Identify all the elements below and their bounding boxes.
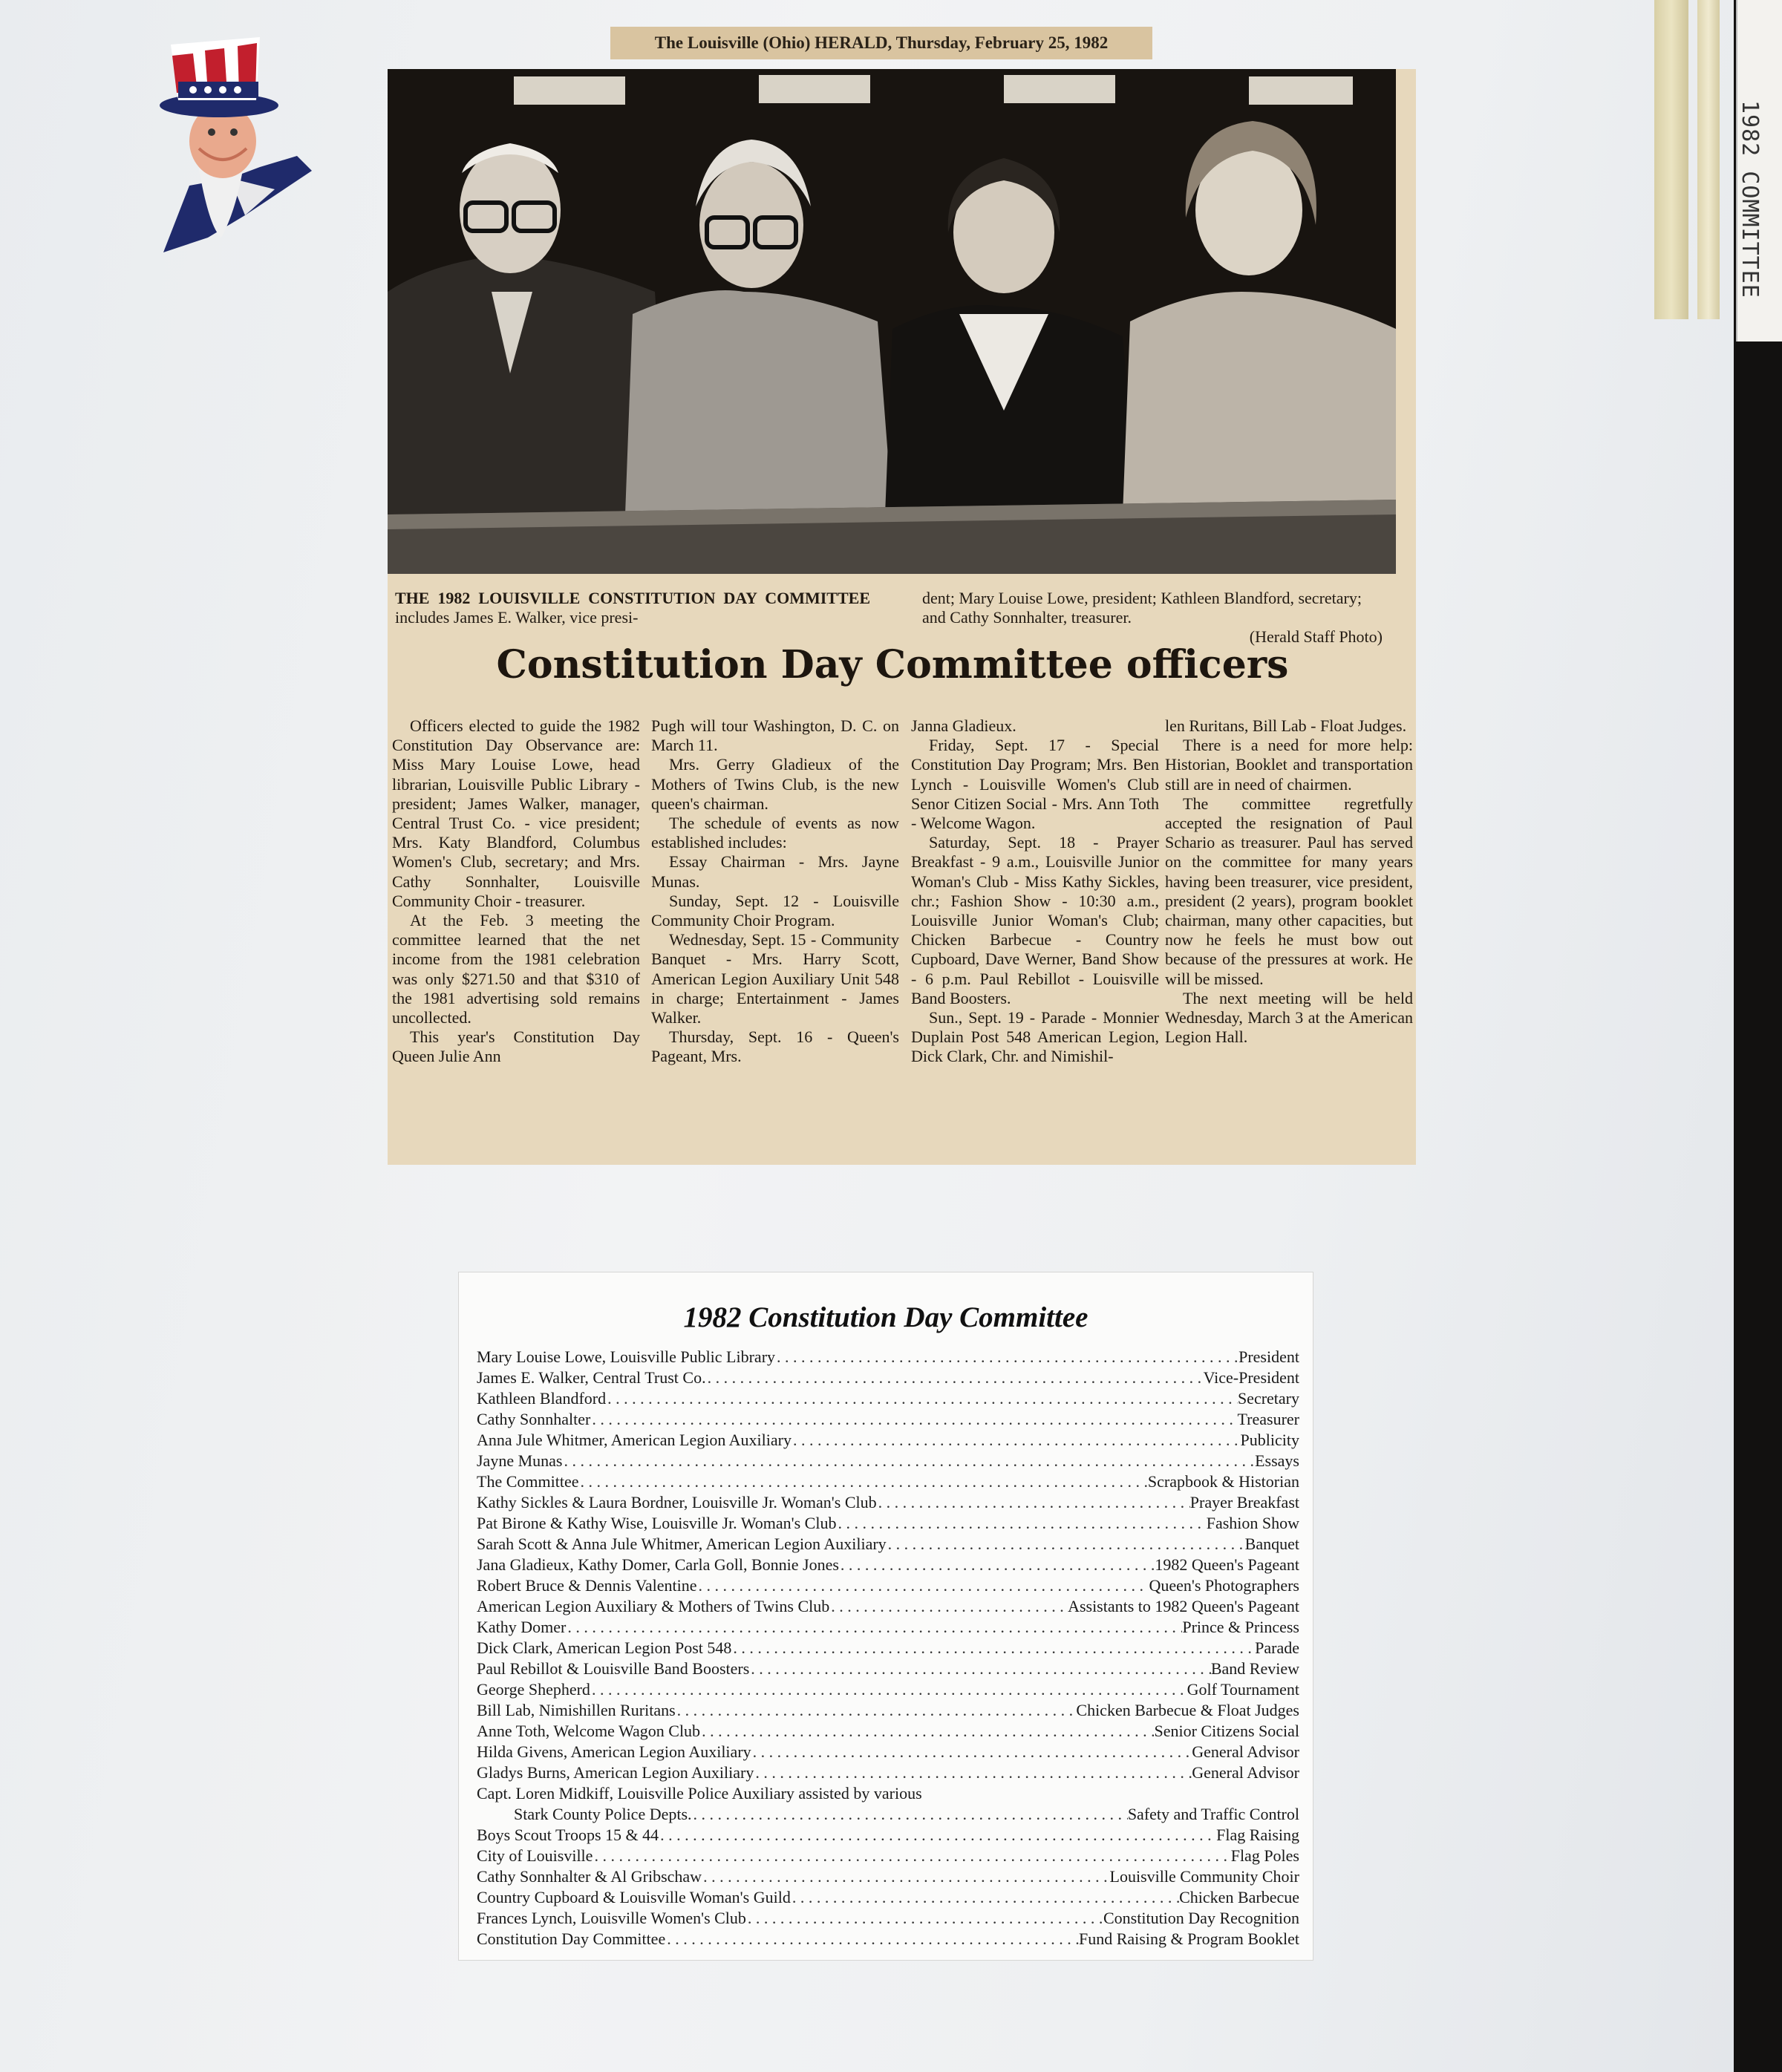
- committee-entry: [477, 1367, 1299, 1388]
- committee-entry-name: Boys Scout Troops 15 & 44: [477, 1826, 659, 1844]
- article-paragraph: Mrs. Gerry Gladieux of the Mothers of Twins Club, is the new queen's chairman.: [651, 755, 899, 813]
- committee-entry-name: Mary Louise Lowe, Louisville Public Library: [477, 1347, 776, 1366]
- committee-entry-name: Jayne Munas: [477, 1451, 563, 1470]
- committee-entry: [477, 1846, 1299, 1866]
- dot-leader: [692, 1804, 1128, 1825]
- committee-entry-name: James E. Walker, Central Trust Co.: [477, 1368, 706, 1387]
- dot-leader: [751, 1742, 1192, 1762]
- committee-entry: [477, 1596, 1299, 1617]
- committee-entry-role: Treasurer: [1237, 1410, 1299, 1428]
- committee-entry-role: 1982 Queen's Pageant: [1155, 1555, 1299, 1574]
- dot-leader: [829, 1596, 1068, 1617]
- newspaper-masthead: The Louisville (Ohio) HERALD, Thursday, February 25, 1982: [610, 27, 1152, 59]
- committee-entry: [477, 1617, 1299, 1638]
- committee-entry-name: Capt. Loren Midkiff, Louisville Police Auxiliary assisted by various: [477, 1784, 922, 1803]
- committee-entry-name: Bill Lab, Nimishillen Ruritans: [477, 1701, 676, 1719]
- dot-leader: [606, 1388, 1238, 1409]
- dot-leader: [792, 1430, 1241, 1451]
- committee-entry-role: Assistants to 1982 Queen's Pageant: [1068, 1597, 1299, 1615]
- committee-entry-role: Publicity: [1240, 1431, 1299, 1449]
- committee-entry-role: Chicken Barbecue & Float Judges: [1076, 1701, 1299, 1719]
- committee-entry: [477, 1638, 1299, 1658]
- article-paragraph: The schedule of events as now established includes:: [651, 814, 899, 852]
- committee-entry-role: Fashion Show: [1206, 1514, 1299, 1532]
- committee-entry-name: Kathy Sickles & Laura Bordner, Louisville Jr. Woman's Club: [477, 1493, 877, 1511]
- committee-entry-continuation: [477, 1804, 1299, 1825]
- committee-entry-name: Pat Birone & Kathy Wise, Louisville Jr. Woman's Club: [477, 1514, 837, 1532]
- committee-entry-name: Gladys Burns, American Legion Auxiliary: [477, 1763, 754, 1782]
- article-paragraph: The next meeting will be held Wednesday, March 3 at the American Legion Hall.: [1165, 988, 1413, 1047]
- committee-entry-name: Frances Lynch, Louisville Women's Club: [477, 1909, 746, 1927]
- side-tab-label: [1736, 0, 1782, 341]
- dot-leader: [590, 1679, 1187, 1700]
- article-paragraph: The committee regretfully accepted the resignation of Paul Schario as treasurer. Paul has served on the committee for many years having been treasurer, vice president, president (2 years), program booklet chairman, many other capacities, but now he feels he must bow out because of the pressures at work. He will be missed.: [1165, 794, 1413, 988]
- committee-entry: [477, 1825, 1299, 1846]
- committee-entry: [477, 1908, 1299, 1929]
- committee-entry: [477, 1471, 1299, 1492]
- committee-entry: [477, 1866, 1299, 1887]
- committee-entry-name: Hilda Givens, American Legion Auxiliary: [477, 1742, 751, 1761]
- committee-entry-name: Robert Bruce & Dennis Valentine: [477, 1576, 697, 1595]
- committee-entry-name: Cathy Sonnhalter: [477, 1410, 591, 1428]
- committee-entry: [477, 1887, 1299, 1908]
- committee-entry: [477, 1555, 1299, 1575]
- committee-entry-role: Parade: [1255, 1638, 1299, 1657]
- committee-entry: [477, 1430, 1299, 1451]
- committee-entry-name: Anne Toth, Welcome Wagon Club: [477, 1722, 701, 1740]
- committee-entry: [477, 1658, 1299, 1679]
- committee-entry: [477, 1742, 1299, 1762]
- committee-entry-role: Louisville Community Choir: [1109, 1867, 1299, 1886]
- article-paragraph: Essay Chairman - Mrs. Jayne Munas.: [651, 852, 899, 891]
- article-paragraph: Pugh will tour Washington, D. C. on March 11.: [651, 716, 899, 755]
- binder-strip: [1697, 0, 1720, 319]
- uncle-sam-sticker: [119, 30, 319, 260]
- committee-entry-role: President: [1238, 1347, 1299, 1366]
- committee-entry: [477, 1409, 1299, 1430]
- committee-entry-name: City of Louisville: [477, 1846, 593, 1865]
- committee-entry-role: Secretary: [1237, 1389, 1299, 1408]
- article-column: [392, 716, 640, 1162]
- dot-leader: [566, 1617, 1182, 1638]
- article-paragraph: len Ruritans, Bill Lab - Float Judges.: [1165, 716, 1407, 735]
- dot-leader: [578, 1471, 1147, 1492]
- dot-leader: [836, 1513, 1206, 1534]
- photo-credit: (Herald Staff Photo): [1249, 627, 1383, 646]
- caption-column-left: [395, 589, 870, 627]
- binder-strip: [1654, 0, 1688, 319]
- dot-leader: [697, 1575, 1149, 1596]
- dot-leader: [706, 1367, 1204, 1388]
- committee-entry-role: Safety and Traffic Control: [1127, 1805, 1299, 1823]
- committee-entry-role: Senior Citizens Social: [1154, 1722, 1299, 1740]
- committee-entry-role: Queen's Photographers: [1149, 1576, 1299, 1595]
- dot-leader: [791, 1887, 1179, 1908]
- committee-photo: [388, 69, 1396, 574]
- committee-entry-name: Dick Clark, American Legion Post 548: [477, 1638, 732, 1657]
- committee-entry-role: Essays: [1255, 1451, 1299, 1470]
- committee-entry: [477, 1679, 1299, 1700]
- dot-leader: [775, 1347, 1238, 1367]
- caption-continuation: dent; Mary Louise Lowe, president; Kathleen Blandford, secretary; and Cathy Sonnhalter, treasurer.: [922, 589, 1362, 627]
- committee-entry-role: General Advisor: [1192, 1763, 1299, 1782]
- committee-entry: [477, 1700, 1299, 1721]
- committee-entry: [477, 1762, 1299, 1783]
- committee-entry-name: Anna Jule Whitmer, American Legion Auxiliary: [477, 1431, 792, 1449]
- committee-entry-role: Scrapbook & Historian: [1147, 1472, 1299, 1491]
- dot-leader: [702, 1866, 1109, 1887]
- committee-entry: [477, 1721, 1299, 1742]
- dot-leader: [562, 1451, 1255, 1471]
- side-tab-text: 1982 COMMITTEE: [1737, 100, 1763, 298]
- article-column: [651, 716, 899, 1162]
- committee-entry-role: General Advisor: [1192, 1742, 1299, 1761]
- committee-entry-name: Sarah Scott & Anna Jule Whitmer, American Legion Auxiliary: [477, 1535, 887, 1553]
- article-paragraph: There is a need for more help: Historian, Booklet and transportation still are in need of chairmen.: [1165, 736, 1413, 794]
- committee-entry-role: Constitution Day Recognition: [1103, 1909, 1299, 1927]
- committee-entry-name: George Shepherd: [477, 1680, 590, 1699]
- article-paragraph: Janna Gladieux.: [911, 716, 1016, 735]
- committee-entry-name: The Committee: [477, 1472, 579, 1491]
- caption-column-right: [922, 589, 1383, 647]
- committee-entry-role: Vice-President: [1203, 1368, 1299, 1387]
- article-headline: Constitution Day Committee officers: [496, 642, 1289, 687]
- committee-entry-role: Flag Raising: [1216, 1826, 1299, 1844]
- committee-entry-name: Kathleen Blandford: [477, 1389, 607, 1408]
- committee-entry-role: Banquet: [1244, 1535, 1299, 1553]
- committee-list-card: [459, 1272, 1313, 1960]
- article-paragraph: Saturday, Sept. 18 - Prayer Breakfast - 9 a.m., Louisville Junior Woman's Club - Miss Kathy Sickles, chr.; Fashion Show - 10:30 a.m., Louisville Junior Woman's Club; Chicken Barbecue - Country Cupboard, Dave Werner, Band Show - 6 p.m. Paul Rebillot - Louisville Band Boosters.: [911, 833, 1159, 1007]
- committee-entry-name: Jana Gladieux, Kathy Domer, Carla Goll, Bonnie Jones: [477, 1555, 839, 1574]
- committee-entry: [477, 1388, 1299, 1409]
- article-paragraph: Wednesday, Sept. 15 - Community Banquet - Mrs. Harry Scott, American Legion Auxiliary Unit 548 in charge; Entertainment - James Walker.: [651, 930, 899, 1027]
- committee-entry-role: Golf Tournament: [1187, 1680, 1299, 1699]
- dot-leader: [731, 1638, 1255, 1658]
- dot-leader: [887, 1534, 1245, 1555]
- committee-entry-name: Cathy Sonnhalter & Al Gribschaw: [477, 1867, 702, 1886]
- committee-list-title: 1982 Constitution Day Committee: [683, 1301, 1089, 1333]
- dot-leader: [746, 1908, 1103, 1929]
- dot-leader: [590, 1409, 1237, 1430]
- article-paragraph: Sun., Sept. 19 - Parade - Monnier Duplain Post 548 American Legion, Dick Clark, Chr. and Nimishil-: [911, 1008, 1159, 1066]
- dot-leader: [877, 1492, 1190, 1513]
- article-paragraph: Thursday, Sept. 16 - Queen's Pageant, Mrs.: [651, 1027, 899, 1066]
- committee-entry: [477, 1492, 1299, 1513]
- dot-leader: [700, 1721, 1154, 1742]
- committee-entry: [477, 1451, 1299, 1471]
- dot-leader: [839, 1555, 1155, 1575]
- committee-entry-role: Prayer Breakfast: [1189, 1493, 1299, 1511]
- committee-list: [477, 1347, 1299, 1950]
- committee-entry-name: Paul Rebillot & Louisville Band Boosters: [477, 1659, 750, 1678]
- committee-entry: [477, 1783, 1299, 1825]
- article-paragraph: At the Feb. 3 meeting the committee learned that the net income from the 1981 celebration was only $271.50 and that $310 of the 1981 advertising sold remains uncollected.: [392, 911, 640, 1027]
- committee-entry-role: Band Review: [1210, 1659, 1299, 1678]
- article-column: [911, 716, 1159, 1162]
- dot-leader: [593, 1846, 1230, 1866]
- committee-entry-role: Fund Raising & Program Booklet: [1079, 1929, 1299, 1948]
- committee-entry-name-continued: Stark County Police Depts.: [514, 1805, 692, 1823]
- dot-leader: [749, 1658, 1211, 1679]
- committee-entry-role: Chicken Barbecue: [1179, 1888, 1299, 1906]
- caption-lead: THE 1982 LOUISVILLE CONSTITUTION DAY COMMITTEE: [395, 589, 870, 607]
- committee-entry: [477, 1513, 1299, 1534]
- article-paragraph: Officers elected to guide the 1982 Constitution Day Observance are: Miss Mary Louise Lowe, head librarian, Louisville Public Library - president; James Walker, manager, Central Trust Co. - vice president; Mrs. Katy Blandford, Columbus Women's Club, secretary; and Mrs. Cathy Sonnhalter, Louisville Community Choir - treasurer.: [392, 716, 640, 910]
- article-paragraph: Sunday, Sept. 12 - Louisville Community Choir Program.: [651, 891, 899, 930]
- committee-entry: [477, 1929, 1299, 1950]
- dot-leader: [676, 1700, 1077, 1721]
- committee-entry-name: Kathy Domer: [477, 1618, 567, 1636]
- dot-leader: [659, 1825, 1216, 1846]
- committee-entry-role: Prince & Princess: [1182, 1618, 1299, 1636]
- newspaper-clipping: [388, 69, 1416, 1165]
- caption-text: includes James E. Walker, vice presi-: [395, 608, 639, 627]
- article-column: [1165, 716, 1413, 1162]
- committee-entry-name: American Legion Auxiliary & Mothers of Twins Club: [477, 1597, 830, 1615]
- committee-entry-name: Country Cupboard & Louisville Woman's Guild: [477, 1888, 791, 1906]
- committee-entry: [477, 1575, 1299, 1596]
- committee-entry: [477, 1347, 1299, 1367]
- committee-entry: [477, 1534, 1299, 1555]
- dot-leader: [754, 1762, 1192, 1783]
- article-paragraph: This year's Constitution Day Queen Julie Ann: [392, 1027, 640, 1066]
- committee-entry-name: Constitution Day Committee: [477, 1929, 666, 1948]
- committee-entry-role: Flag Poles: [1230, 1846, 1299, 1865]
- dot-leader: [665, 1929, 1079, 1950]
- article-paragraph: Friday, Sept. 17 - Special Constitution Day Program; Mrs. Ben Lynch - Louisville Women's Club Senor Citizen Social - Mrs. Ann Toth - Welcome Wagon.: [911, 736, 1159, 833]
